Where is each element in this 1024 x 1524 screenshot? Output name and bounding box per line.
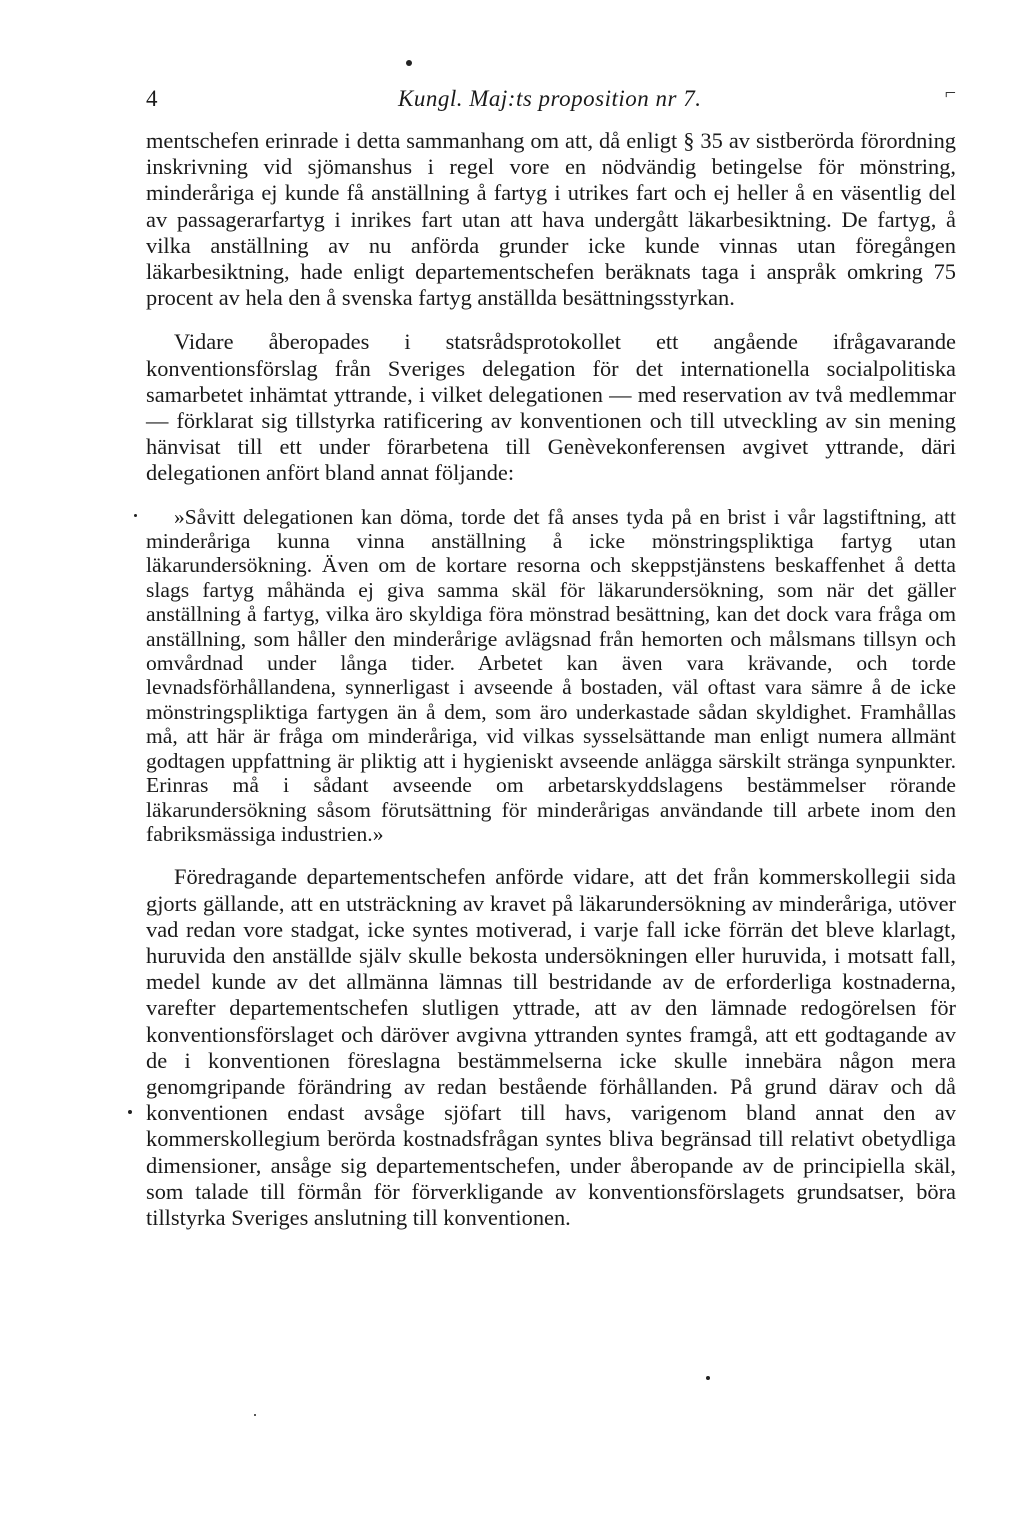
paragraph-2: Vidare åberopades i statsrådsprotokollet ett angående ifrågavarande konventionsförslag från Sveriges delegation för det internationella socialpolitiska samarbetet inhämtat yttrande, i vilket delegationen — med reservation av två medlemmar — förklarat sig tillstyrka ratificering av konventionen och till utveckling av sin mening hänvisat till ett under förarbetena till Genèvekonferensen avgivet yttrande, däri delegationen anfört bland annat följande: <box>146 329 956 486</box>
scan-speck <box>254 1414 256 1416</box>
scan-speck <box>134 514 137 517</box>
page-number: 4 <box>146 86 158 111</box>
quoted-statement: »Såvitt delegationen kan döma, torde det få anses tyda på en brist i vår lagstiftning, att minderåriga kunna vinna anställning å icke mönstringspliktiga fartyg utan läkarundersökning. Även om de kortare resorna och skeppstjänstens beskaffenhet å detta slags fartyg måhända ej giva samma skäl för läkarundersökning, som när det gäller anställning å fartyg, vilka äro skyldiga föra mönstrad besättning, kan det dock vara fråga om anställning, som håller den minderårige avlägsnad från hemorten och målsmans tillsyn och omvårdnad under långa tider. Arbetet kan även vara krävande, och torde levnadsförhållandena, synnerligast i avseende å bostaden, väl oftast vara sämre å de icke mönstringspliktiga fartygen än å dem, som äro underkastade sådan skyldighet. Framhållas må, att här är fråga om minderåriga, vid vilkas sysselsättande man enligt numera allmänt godtagen uppfattning är pliktig att i hygieniskt avseende anlägga särskilt stränga synpunkter. Erinras må i sådant avseende om arbetarskyddslagens bestämmelser rörande läkarundersökning såsom förutsättning för minderårigas användande till arbete inom den fabriksmässiga industrien.» <box>146 504 956 846</box>
scan-speck <box>128 1110 132 1114</box>
scan-speck <box>706 1376 710 1380</box>
corner-mark: ⌐ <box>944 82 956 104</box>
paragraph-1: mentschefen erinrade i detta sammanhang om att, då enligt § 35 av sistberörda förordning inskrivning vid sjömanshus i regel vore en nödvändig betingelse för mönstring, minderåriga ej kunde få anställning å fartyg i utrikes fart och ej heller å en väsentlig del av passagerarfartyg i inrikes fart utan att hava undergått läkarbesiktning. De fartyg, å vilka anställning av nu anförda grunder icke kunde vinnas utan föregången läkarbesiktning, hade enligt departementschefen beräknats taga i anspråk omkring 75 procent av hela den å svenska fartyg anställda besättningsstyrkan. <box>146 128 956 311</box>
paragraph-4: Föredragande departementschefen anförde vidare, att det från kommerskollegii sida gjorts gällande, att en utsträckning av kravet på läkarundersökning av minderåriga, utöver vad redan vore stadgat, icke syntes motiverad, i varje fall icke förrän det bleve klarlagt, huruvida den anställde själv skulle bekosta undersökningen eller huruvida, i motsatt fall, medel kunde av det allmänna lämnas till bestridande av de erforderliga kostnaderna, varefter departementschefen slutligen yttrade, att av den lämnade redogörelsen för konventionsförslaget och däröver avgivna yttranden syntes framgå, att ett godtagande av de i konventionen föreslagna bestämmelserna icke skulle innebära någon mera genomgripande förändring av redan bestående förhållanden. På grund därav och då konventionen endast avsåge sjöfart till havs, varigenom bland annat den av kommerskollegium berörda kostnadsfrågan syntes bliva begränsad till relativt obetydliga dimensioner, ansåge sig departementschefen, under åberopande av de principiella skäl, som talade till förmån för förverkligande av konventionsförslagets grundsatser, böra tillstyrka Sveriges anslutning till konventionen. <box>146 864 956 1230</box>
page-header <box>146 82 956 116</box>
document-body <box>146 128 956 1231</box>
scan-speck <box>406 60 412 66</box>
running-title: Kungl. Maj:ts proposition nr 7. <box>398 86 702 111</box>
